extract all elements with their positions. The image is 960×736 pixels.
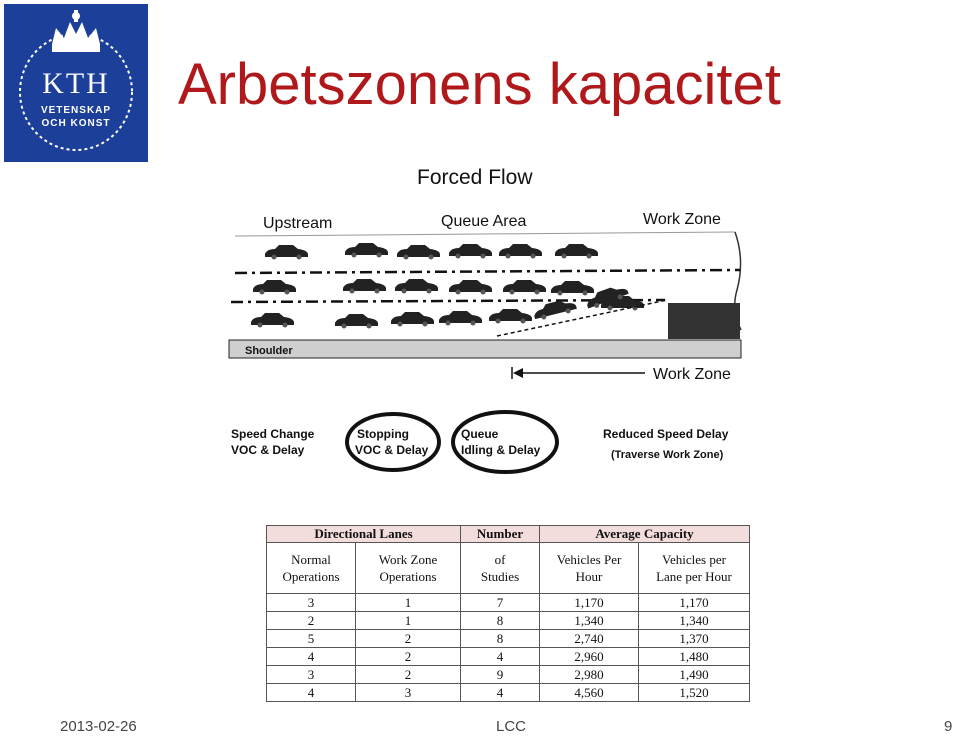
cell-vplph: 1,480 — [639, 648, 750, 666]
col-vph-l2: Hour — [575, 569, 603, 584]
table-row — [267, 594, 750, 612]
cell-work-zone: 1 — [356, 612, 461, 630]
cell-normal: 4 — [267, 684, 356, 702]
cell-normal: 3 — [267, 594, 356, 612]
col-vplph-l1: Vehicles per — [662, 552, 726, 567]
col-work-l1: Work Zone — [378, 552, 438, 567]
cell-studies: 8 — [461, 630, 540, 648]
cell-normal: 3 — [267, 666, 356, 684]
col-work-l2: Operations — [379, 569, 437, 584]
logo-line-2: VETENSKAP — [40, 105, 112, 116]
car-icon — [251, 313, 294, 328]
col-number-of-studies — [461, 543, 540, 594]
car-icon — [343, 279, 386, 294]
header-directional-lanes: Directional Lanes — [267, 526, 461, 543]
arrow-head-icon — [513, 368, 523, 378]
forced-flow-diagram — [225, 160, 755, 480]
car-icon — [391, 312, 434, 327]
col-number-l2: Studies — [480, 569, 520, 584]
car-icon — [489, 309, 532, 324]
col-number-l1: of — [494, 552, 506, 567]
car-icon — [253, 280, 296, 295]
car-icon — [499, 244, 542, 259]
car-icon — [335, 314, 378, 329]
capacity-table — [266, 525, 750, 702]
legend-speed-change-1: Speed Change — [231, 427, 315, 441]
label-work-zone-arrow: Work Zone — [653, 366, 731, 383]
cell-normal: 4 — [267, 648, 356, 666]
work-zone-block — [668, 303, 740, 339]
cell-work-zone: 1 — [356, 594, 461, 612]
cell-vplph: 1,520 — [639, 684, 750, 702]
car-icon — [503, 280, 546, 295]
table-row — [267, 630, 750, 648]
cell-studies: 8 — [461, 612, 540, 630]
legend-queue-2: Idling & Delay — [461, 443, 541, 457]
cell-vph: 2,960 — [540, 648, 639, 666]
cell-work-zone: 2 — [356, 648, 461, 666]
logo-kth-text: KTH — [42, 67, 110, 100]
lane-line-1 — [235, 270, 740, 273]
cell-studies: 4 — [461, 684, 540, 702]
kth-logo — [4, 4, 148, 162]
cell-normal: 5 — [267, 630, 356, 648]
car-icon — [265, 245, 308, 260]
legend-stopping-1: Stopping — [357, 427, 409, 441]
table-row — [267, 612, 750, 630]
footer-center: LCC — [496, 718, 527, 735]
legend-queue-1: Queue — [461, 427, 499, 441]
cell-studies: 9 — [461, 666, 540, 684]
table-row — [267, 648, 750, 666]
cell-vph: 4,560 — [540, 684, 639, 702]
col-normal-l2: Operations — [282, 569, 340, 584]
cell-vplph: 1,490 — [639, 666, 750, 684]
col-vehicles-per-lane-hour — [639, 543, 750, 594]
cell-work-zone: 3 — [356, 684, 461, 702]
header-number: Number — [461, 526, 540, 543]
car-icon — [395, 279, 438, 294]
car-icon — [551, 281, 594, 296]
cell-vph: 2,980 — [540, 666, 639, 684]
label-shoulder: Shoulder — [245, 345, 293, 357]
label-upstream: Upstream — [263, 215, 333, 232]
label-queue-area: Queue Area — [441, 213, 527, 230]
car-icon — [439, 311, 482, 326]
car-icon — [555, 244, 598, 259]
cell-vplph: 1,370 — [639, 630, 750, 648]
queue-ellipse — [453, 412, 557, 472]
legend-speed-change-2: VOC & Delay — [231, 443, 305, 457]
stopping-ellipse — [347, 414, 439, 470]
legend-reduced-1: Reduced Speed Delay — [603, 427, 729, 441]
table-row — [267, 684, 750, 702]
col-normal-l1: Normal — [291, 552, 331, 567]
cell-studies: 7 — [461, 594, 540, 612]
slide-title: Arbetszonens kapacitet — [178, 52, 781, 117]
car-icon — [345, 243, 388, 258]
car-icon — [397, 245, 440, 260]
legend-reduced-2: (Traverse Work Zone) — [611, 449, 724, 461]
col-vph-l1: Vehicles Per — [556, 552, 622, 567]
legend-stopping-2: VOC & Delay — [355, 443, 429, 457]
cell-vplph: 1,170 — [639, 594, 750, 612]
page-number: 9 — [944, 718, 953, 735]
footer-date: 2013-02-26 — [60, 718, 137, 735]
cell-studies: 4 — [461, 648, 540, 666]
label-work-zone-top: Work Zone — [643, 211, 721, 228]
shoulder-strip — [229, 340, 741, 358]
cell-vph: 1,170 — [540, 594, 639, 612]
cell-work-zone: 2 — [356, 630, 461, 648]
table-row — [267, 666, 750, 684]
car-icon — [449, 280, 492, 295]
cell-work-zone: 2 — [356, 666, 461, 684]
cell-vplph: 1,340 — [639, 612, 750, 630]
road-top-edge — [235, 232, 735, 236]
cell-normal: 2 — [267, 612, 356, 630]
col-vehicles-per-hour — [540, 543, 639, 594]
logo-line-3: OCH KONST — [41, 118, 111, 129]
col-vplph-l2: Lane per Hour — [656, 569, 732, 584]
cell-vph: 2,740 — [540, 630, 639, 648]
header-average-capacity: Average Capacity — [540, 526, 750, 543]
col-work-zone-operations — [356, 543, 461, 594]
col-normal-operations — [267, 543, 356, 594]
car-icon — [449, 244, 492, 259]
figure-heading: Forced Flow — [417, 166, 533, 189]
cell-vph: 1,340 — [540, 612, 639, 630]
